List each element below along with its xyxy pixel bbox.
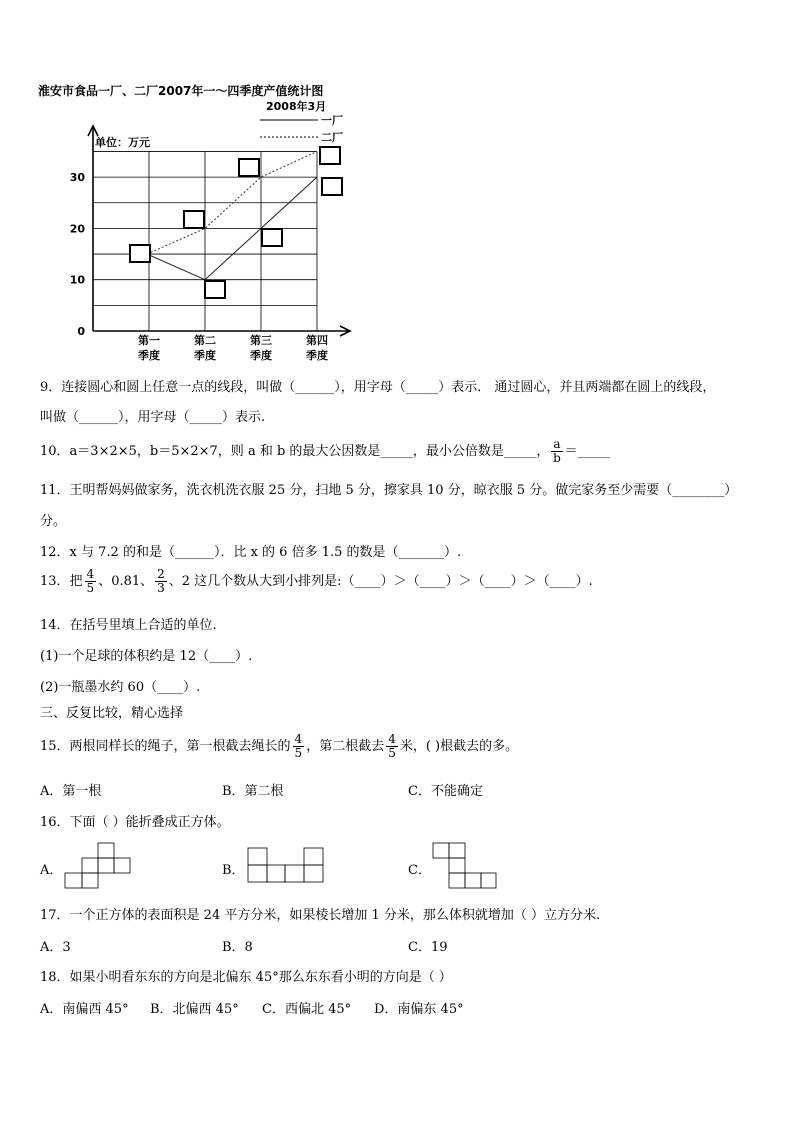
data-label-box bbox=[239, 159, 259, 176]
frac-den: 5 bbox=[388, 746, 396, 760]
x-tick-label: 第二 bbox=[194, 334, 216, 347]
question-13-tail: 、2 这几个数从大到小排列是:（____）＞（____）＞（____）＞（____）. bbox=[168, 574, 593, 589]
x-tick-label: 季度 bbox=[194, 349, 216, 362]
section-3-heading: 三、反复比较，精心选择 bbox=[40, 706, 184, 721]
q15-option-c[interactable]: C．不能确定 bbox=[408, 784, 483, 799]
frac-den: 5 bbox=[294, 746, 303, 760]
chart-subtitle: 2008年3月 bbox=[266, 100, 327, 113]
data-label-box bbox=[205, 281, 225, 298]
chart-labels bbox=[70, 135, 328, 362]
fraction-a-over-b bbox=[551, 438, 562, 465]
question-15-mid: ，第二根截去 bbox=[306, 739, 385, 754]
question-11-line1: 11．王明帮妈妈做家务，洗衣机洗衣服 25 分，扫地 5 分，擦家具 10 分，晾衣服 5 分。做完家务至少需要（________） bbox=[40, 483, 738, 498]
x-tick-label: 第一 bbox=[138, 334, 160, 347]
question-15 bbox=[40, 733, 518, 760]
question-10 bbox=[40, 438, 610, 465]
fraction-4-5 bbox=[293, 733, 305, 760]
question-13-text: 13．把 bbox=[40, 574, 83, 589]
question-16: 16．下面（ ）能折叠成正方体。 bbox=[40, 815, 230, 830]
q17-option-b[interactable]: B．8 bbox=[222, 940, 253, 955]
x-tick-label: 第三 bbox=[250, 334, 272, 347]
q17-option-a[interactable]: A．3 bbox=[40, 940, 71, 955]
legend-label-1: 一厂 bbox=[321, 114, 343, 127]
q17-option-c[interactable]: C．19 bbox=[408, 940, 448, 955]
q15-option-b[interactable]: B．第二根 bbox=[222, 784, 284, 799]
q18-option-b[interactable]: B．北偏西 45° bbox=[150, 1002, 239, 1017]
data-label-box bbox=[320, 147, 340, 164]
fraction-4-5 bbox=[85, 568, 97, 595]
question-15-tail: 米，( )根截去的多。 bbox=[399, 739, 519, 754]
frac-num: 4 bbox=[86, 567, 95, 581]
chart-axes bbox=[88, 126, 350, 336]
data-label-box bbox=[322, 178, 342, 195]
question-17: 17．一个正方体的表面积是 24 平方分米，如果棱长增加 1 分米，那么体积就增加（ ）立方分米. bbox=[40, 908, 601, 923]
chart-grid bbox=[93, 151, 317, 331]
frac-den: b bbox=[553, 451, 561, 465]
fraction-4-5-b bbox=[386, 733, 398, 760]
frac-num: a bbox=[553, 437, 561, 451]
question-13 bbox=[40, 568, 593, 595]
chart-title: 淮安市食品一厂、二厂2007年一～四季度产值统计图 bbox=[38, 84, 324, 98]
x-tick-label: 季度 bbox=[306, 349, 328, 362]
q16-option-a[interactable]: A． bbox=[40, 863, 63, 878]
data-label-box bbox=[262, 229, 282, 246]
frac-den: 5 bbox=[86, 581, 95, 595]
q16-option-b[interactable]: B． bbox=[222, 863, 245, 878]
question-11-line2: 分。 bbox=[40, 514, 67, 529]
question-14-1: (1)一个足球的体积约是 12（____）. bbox=[40, 649, 253, 664]
question-10-tail: ＝_____ bbox=[564, 444, 611, 459]
q15-option-a[interactable]: A．第一根 bbox=[40, 784, 102, 799]
x-tick-label: 第四 bbox=[306, 334, 328, 347]
question-18: 18．如果小明看东东的方向是北偏东 45°那么东东看小明的方向是（ ） bbox=[40, 970, 452, 985]
question-13-mid: 、0.81、 bbox=[98, 574, 154, 589]
y-tick-label: 30 bbox=[69, 171, 85, 185]
chart-label-boxes bbox=[130, 147, 342, 298]
y-tick-label: 0 bbox=[77, 325, 85, 338]
legend-label-2: 二厂 bbox=[321, 131, 343, 144]
unit-label: 单位：万元 bbox=[95, 136, 150, 149]
question-14: 14．在括号里填上合适的单位. bbox=[40, 618, 217, 633]
cube-net-a bbox=[60, 840, 140, 892]
line-chart bbox=[0, 0, 794, 370]
q18-option-c[interactable]: C．西偏北 45° bbox=[262, 1002, 352, 1017]
q16-option-c[interactable]: C． bbox=[408, 863, 431, 878]
frac-den: 3 bbox=[157, 581, 165, 595]
q18-option-d[interactable]: D．南偏东 45° bbox=[374, 1002, 464, 1017]
x-tick-label: 季度 bbox=[250, 349, 272, 362]
cube-net-c bbox=[430, 840, 502, 892]
chart-series bbox=[147, 151, 317, 279]
y-tick-label: 10 bbox=[69, 273, 85, 287]
question-9-line2: 叫做（______），用字母（_____）表示. bbox=[40, 410, 266, 425]
fraction-2-3 bbox=[155, 568, 167, 595]
data-label-box bbox=[184, 211, 204, 228]
cube-net-b bbox=[245, 845, 327, 887]
data-label-box bbox=[130, 245, 150, 262]
question-15-text: 15．两根同样长的绳子，第一根截去绳长的 bbox=[40, 739, 291, 754]
question-9-line1: 9．连接圆心和圆上任意一点的线段，叫做（______），用字母（_____）表示． 通过圆心，并且两端都在圆上的线段， bbox=[40, 380, 716, 395]
y-tick-label: 20 bbox=[69, 222, 85, 236]
question-12: 12．x 与 7.2 的和是（______）．比 x 的 6 倍多 1.5 的数是（_______）. bbox=[40, 545, 462, 560]
x-tick-label: 季度 bbox=[138, 349, 160, 362]
question-14-2: (2)一瓶墨水约 60（____）. bbox=[40, 680, 201, 695]
q18-option-a[interactable]: A．南偏西 45° bbox=[40, 1002, 129, 1017]
frac-num: 4 bbox=[294, 732, 303, 746]
question-10-text: 10．a＝3×2×5，b＝5×2×7，则 a 和 b 的最大公因数是_____，最小公倍数是_____， bbox=[40, 444, 550, 459]
frac-num: 2 bbox=[157, 567, 165, 581]
chart-legend bbox=[260, 114, 343, 144]
frac-num: 4 bbox=[388, 732, 396, 746]
